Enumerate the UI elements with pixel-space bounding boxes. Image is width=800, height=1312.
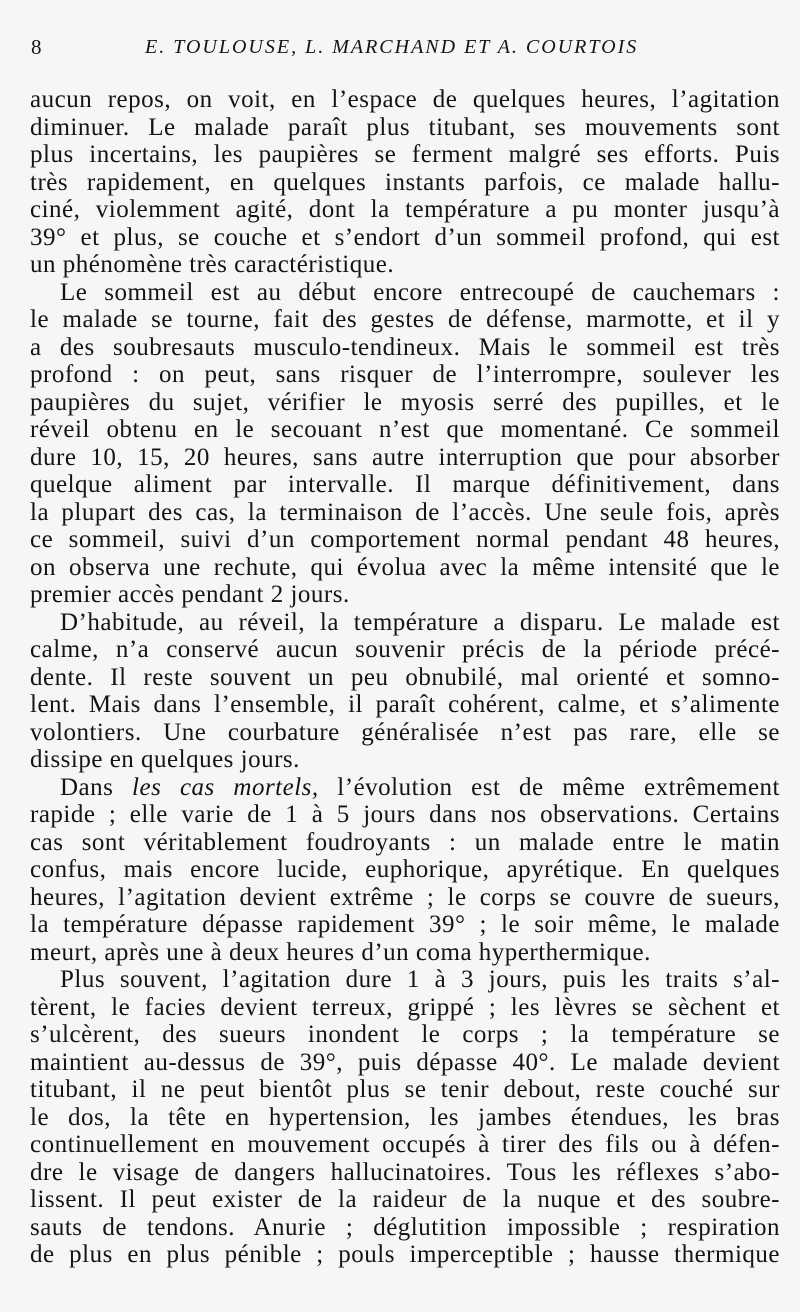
text-line: volontiers. Une courbature généralisée n’est pas rare, elle se: [30, 718, 780, 746]
text-line: titubant, il ne peut bientôt plus se tenir debout, reste couché sur: [30, 1076, 780, 1103]
text-line: le malade se tourne, fait des gestes de défense, marmotte, et il y: [30, 306, 780, 333]
paragraph: [30, 279, 780, 609]
text-line: premier accès pendant 2 jours.: [30, 581, 350, 608]
text-line: D’habitude, au réveil, la température a disparu. Le malade est: [60, 608, 780, 636]
emphasis-text: les cas mortels,: [132, 773, 319, 801]
text-line: ce sommeil, suivi d’un comportement normal pendant 48 heures,: [30, 526, 780, 553]
text-line: calme, n’a conservé aucun souvenir précis de la période précé-: [30, 636, 780, 663]
text-line: confus, mais encore lucide, euphorique, apyrétique. En quelques: [30, 856, 780, 883]
paragraph: [30, 86, 780, 279]
text-line: profond : on peut, sans risquer de l’interrompre, soulever les: [30, 361, 780, 388]
paragraph: [30, 774, 780, 967]
text-line: maintient au-dessus de 39°, puis dépasse 40°. Le malade devient: [30, 1048, 780, 1076]
text-segment: Dans: [60, 773, 114, 801]
text-line: a des soubresauts musculo-tendineux. Mais le sommeil est très: [30, 333, 780, 361]
text-line: rapide ; elle varie de 1 à 5 jours dans nos observations. Certains: [30, 801, 780, 828]
text-segment: l’évolution est de même extrêmement: [337, 773, 780, 801]
page-number: 8: [31, 35, 42, 59]
text-line: aucun repos, on voit, en l’espace de quelques heures, l’agitation: [30, 86, 780, 113]
text-line: sauts de tendons. Anurie ; déglutition impossible ; respiration: [30, 1213, 780, 1241]
text-line: [30, 774, 780, 802]
text-line: heures, l’agitation devient extrême ; le corps se couvre de sueurs,: [30, 883, 780, 911]
text-line: 39° et plus, se couche et s’endort d’un sommeil profond, qui est: [30, 223, 780, 251]
text-line: quelque aliment par intervalle. Il marque définitivement, dans: [30, 471, 780, 498]
text-line: on observa une rechute, qui évolua avec la même intensité que le: [30, 553, 780, 581]
text-line: paupières du sujet, vérifier le myosis serré des pupilles, et le: [30, 388, 780, 416]
text-line: de plus en plus pénible ; pouls imperceptible ; hausse thermique: [30, 1241, 780, 1268]
text-line: plus incertains, les paupières se ferment malgré ses efforts. Puis: [30, 141, 780, 168]
body-text: [30, 86, 780, 1269]
text-line: Le sommeil est au début encore entrecoupé de cauchemars :: [60, 278, 780, 306]
text-line: dente. Il reste souvent un peu obnubilé, mal orienté et somno-: [30, 663, 780, 691]
text-line: dissipe en quelques jours.: [30, 746, 300, 773]
paragraph: [30, 966, 780, 1269]
text-line: la température dépasse rapidement 39° ; le soir même, le malade: [30, 911, 780, 938]
text-line: Plus souvent, l’agitation dure 1 à 3 jours, puis les traits s’al-: [60, 966, 780, 993]
text-line: tèrent, le facies devient terreux, grippé ; les lèvres se sèchent et: [30, 993, 780, 1021]
text-line: très rapidement, en quelques instants parfois, ce malade hallu-: [30, 168, 780, 196]
text-line: lent. Mais dans l’ensemble, il paraît cohérent, calme, et s’alimente: [30, 691, 780, 718]
text-line: un phénomène très caractéristique.: [30, 251, 395, 278]
text-line: dure 10, 15, 20 heures, sans autre interruption que pour absorber: [30, 443, 780, 471]
text-line: réveil obtenu en le secouant n’est que momentané. Ce sommeil: [30, 416, 780, 443]
text-line: diminuer. Le malade paraît plus titubant, ses mouvements sont: [30, 113, 780, 141]
text-line: la plupart des cas, la terminaison de l’accès. Une seule fois, après: [30, 498, 780, 526]
text-line: le dos, la tête en hypertension, les jambes étendues, les bras: [30, 1103, 780, 1131]
text-line: s’ulcèrent, des sueurs inondent le corps ; la température se: [30, 1021, 780, 1048]
text-line: lissent. Il peut exister de la raideur de la nuque et des soubre-: [30, 1186, 780, 1213]
running-title: E. TOULOUSE, L. MARCHAND ET A. COURTOIS: [145, 36, 639, 58]
text-line: ciné, violemment agité, dont la température a pu monter jusqu’à: [30, 196, 780, 223]
text-line: cas sont véritablement foudroyants : un malade entre le matin: [30, 828, 780, 856]
text-line: dre le visage de dangers hallucinatoires. Tous les réflexes s’abo-: [30, 1158, 780, 1186]
text-line: meurt, après une à deux heures d’un coma hyperthermique.: [30, 938, 651, 966]
paragraph: [30, 609, 780, 774]
text-line: continuellement en mouvement occupés à tirer des fils ou à défen-: [30, 1131, 780, 1158]
